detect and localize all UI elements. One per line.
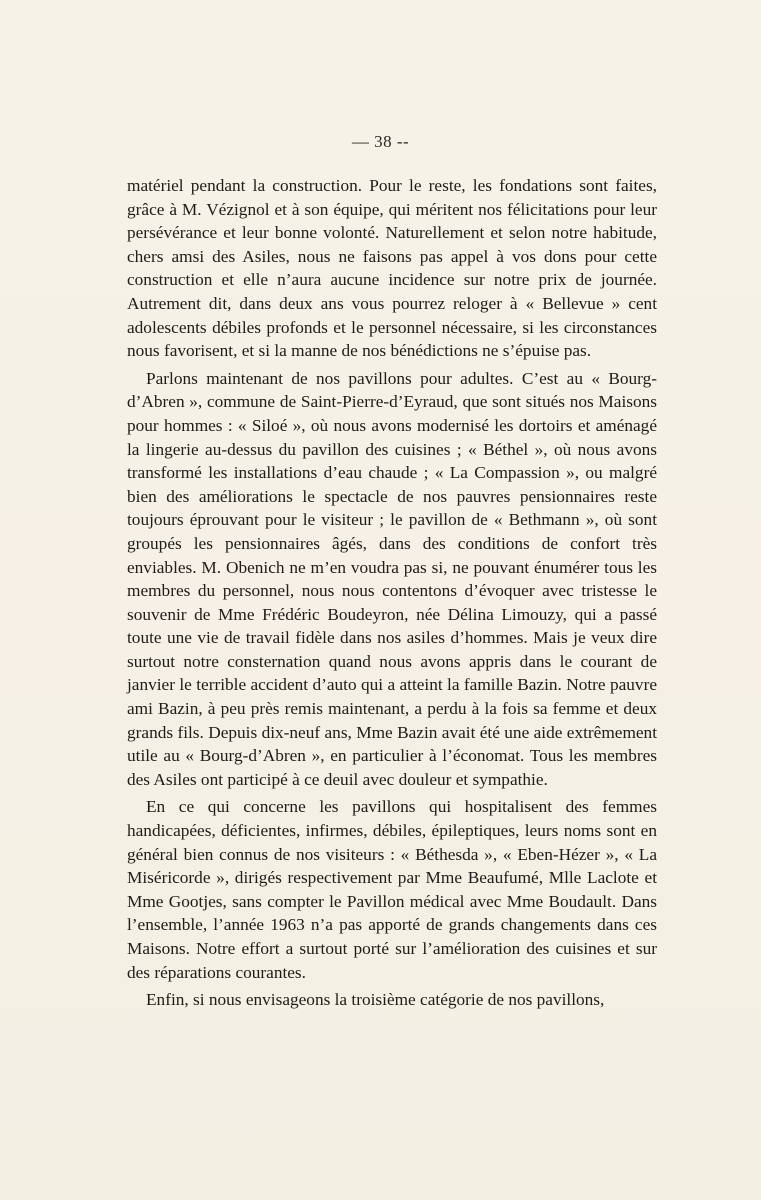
paragraph-continued: matériel pendant la construction. Pour le reste, les fondations sont faites, grâce à M. Vézignol et à son équipe, qui méritent nos félicitations pour leur persévérance et leur bonne volonté. Naturellement et selon notre habitude, chers amsi des Asiles, nous ne faisons pas appel à vos dons pour cette construction et elle n’aura aucune incidence sur notre prix de journée. Autrement dit, dans deux ans vous pourrez reloger à « Bellevue » cent adolescents débiles profonds et le personnel nécessaire, si les circonstances nous favorisent, et si la manne de nos bénédictions ne s’épuise pas. — [127, 176, 657, 361]
page-number: — 38 -- — [351, 132, 410, 151]
paragraph-adult-pavilions: Parlons maintenant de nos pavillons pour adultes. C’est au « Bourg-d’Abren », commune de Saint-Pierre-d’Eyraud, que sont situés nos Maisons pour hommes : « Siloé », où nous avons modernisé les dortoirs et aménagé la lingerie au-dessus du pavillon des cuisines ; « Béthel », où nous avons transformé les installations d’eau chaude ; « La Compassion », ou malgré bien des améliorations le spectacle de nos pauvres pensionnaires reste toujours éprouvant pour le visiteur ; le pavillon de « Bethmann », où sont groupés les pensionnaires âgés, dans des conditions de confort très enviables. M. Obenich ne m’en voudra pas si, ne pouvant énumérer tous les membres du personnel, nous nous contentons d’évoquer avec tristesse le souvenir de Mme Frédéric Boudeyron, née Délina Limouzy, qui a passé toute une vie de travail fidèle dans nos asiles d’hommes. Mais je veux dire surtout notre consternation quand nous avons appris dans le courant de janvier le terrible accident d’auto qui a atteint la famille Bazin. Notre pauvre ami Bazin, à peu près remis maintenant, a perdu à la fois sa femme et deux grands fils. Depuis dix-neuf ans, Mme Bazin avait été une aide extrêmement utile au « Bourg-d’Abren », en particulier à l’économat. Tous les membres des Asiles ont participé à ce deuil avec douleur et sympathie. — [127, 368, 657, 789]
body-text — [127, 174, 657, 1016]
paragraph-third-category: Enfin, si nous envisageons la troisième catégorie de nos pavillons, — [146, 990, 605, 1010]
paragraph-women-pavilions: En ce qui concerne les pavillons qui hospitalisent des femmes handicapées, déficientes, infirmes, débiles, épileptiques, leurs noms sont en général bien connus de nos visiteurs : « Béthesda », « Eben-Hézer », « La Miséricorde », dirigés respectivement par Mme Beaufumé, Mlle Laclote et Mme Gootjes, sans compter le Pavillon médical avec Mme Boudault. Dans l’ensemble, l’année 1963 n’a pas apporté de grands changements dans ces Maisons. Notre effort a surtout porté sur l’amélioration des cuisines et sur des réparations courantes. — [127, 797, 657, 982]
